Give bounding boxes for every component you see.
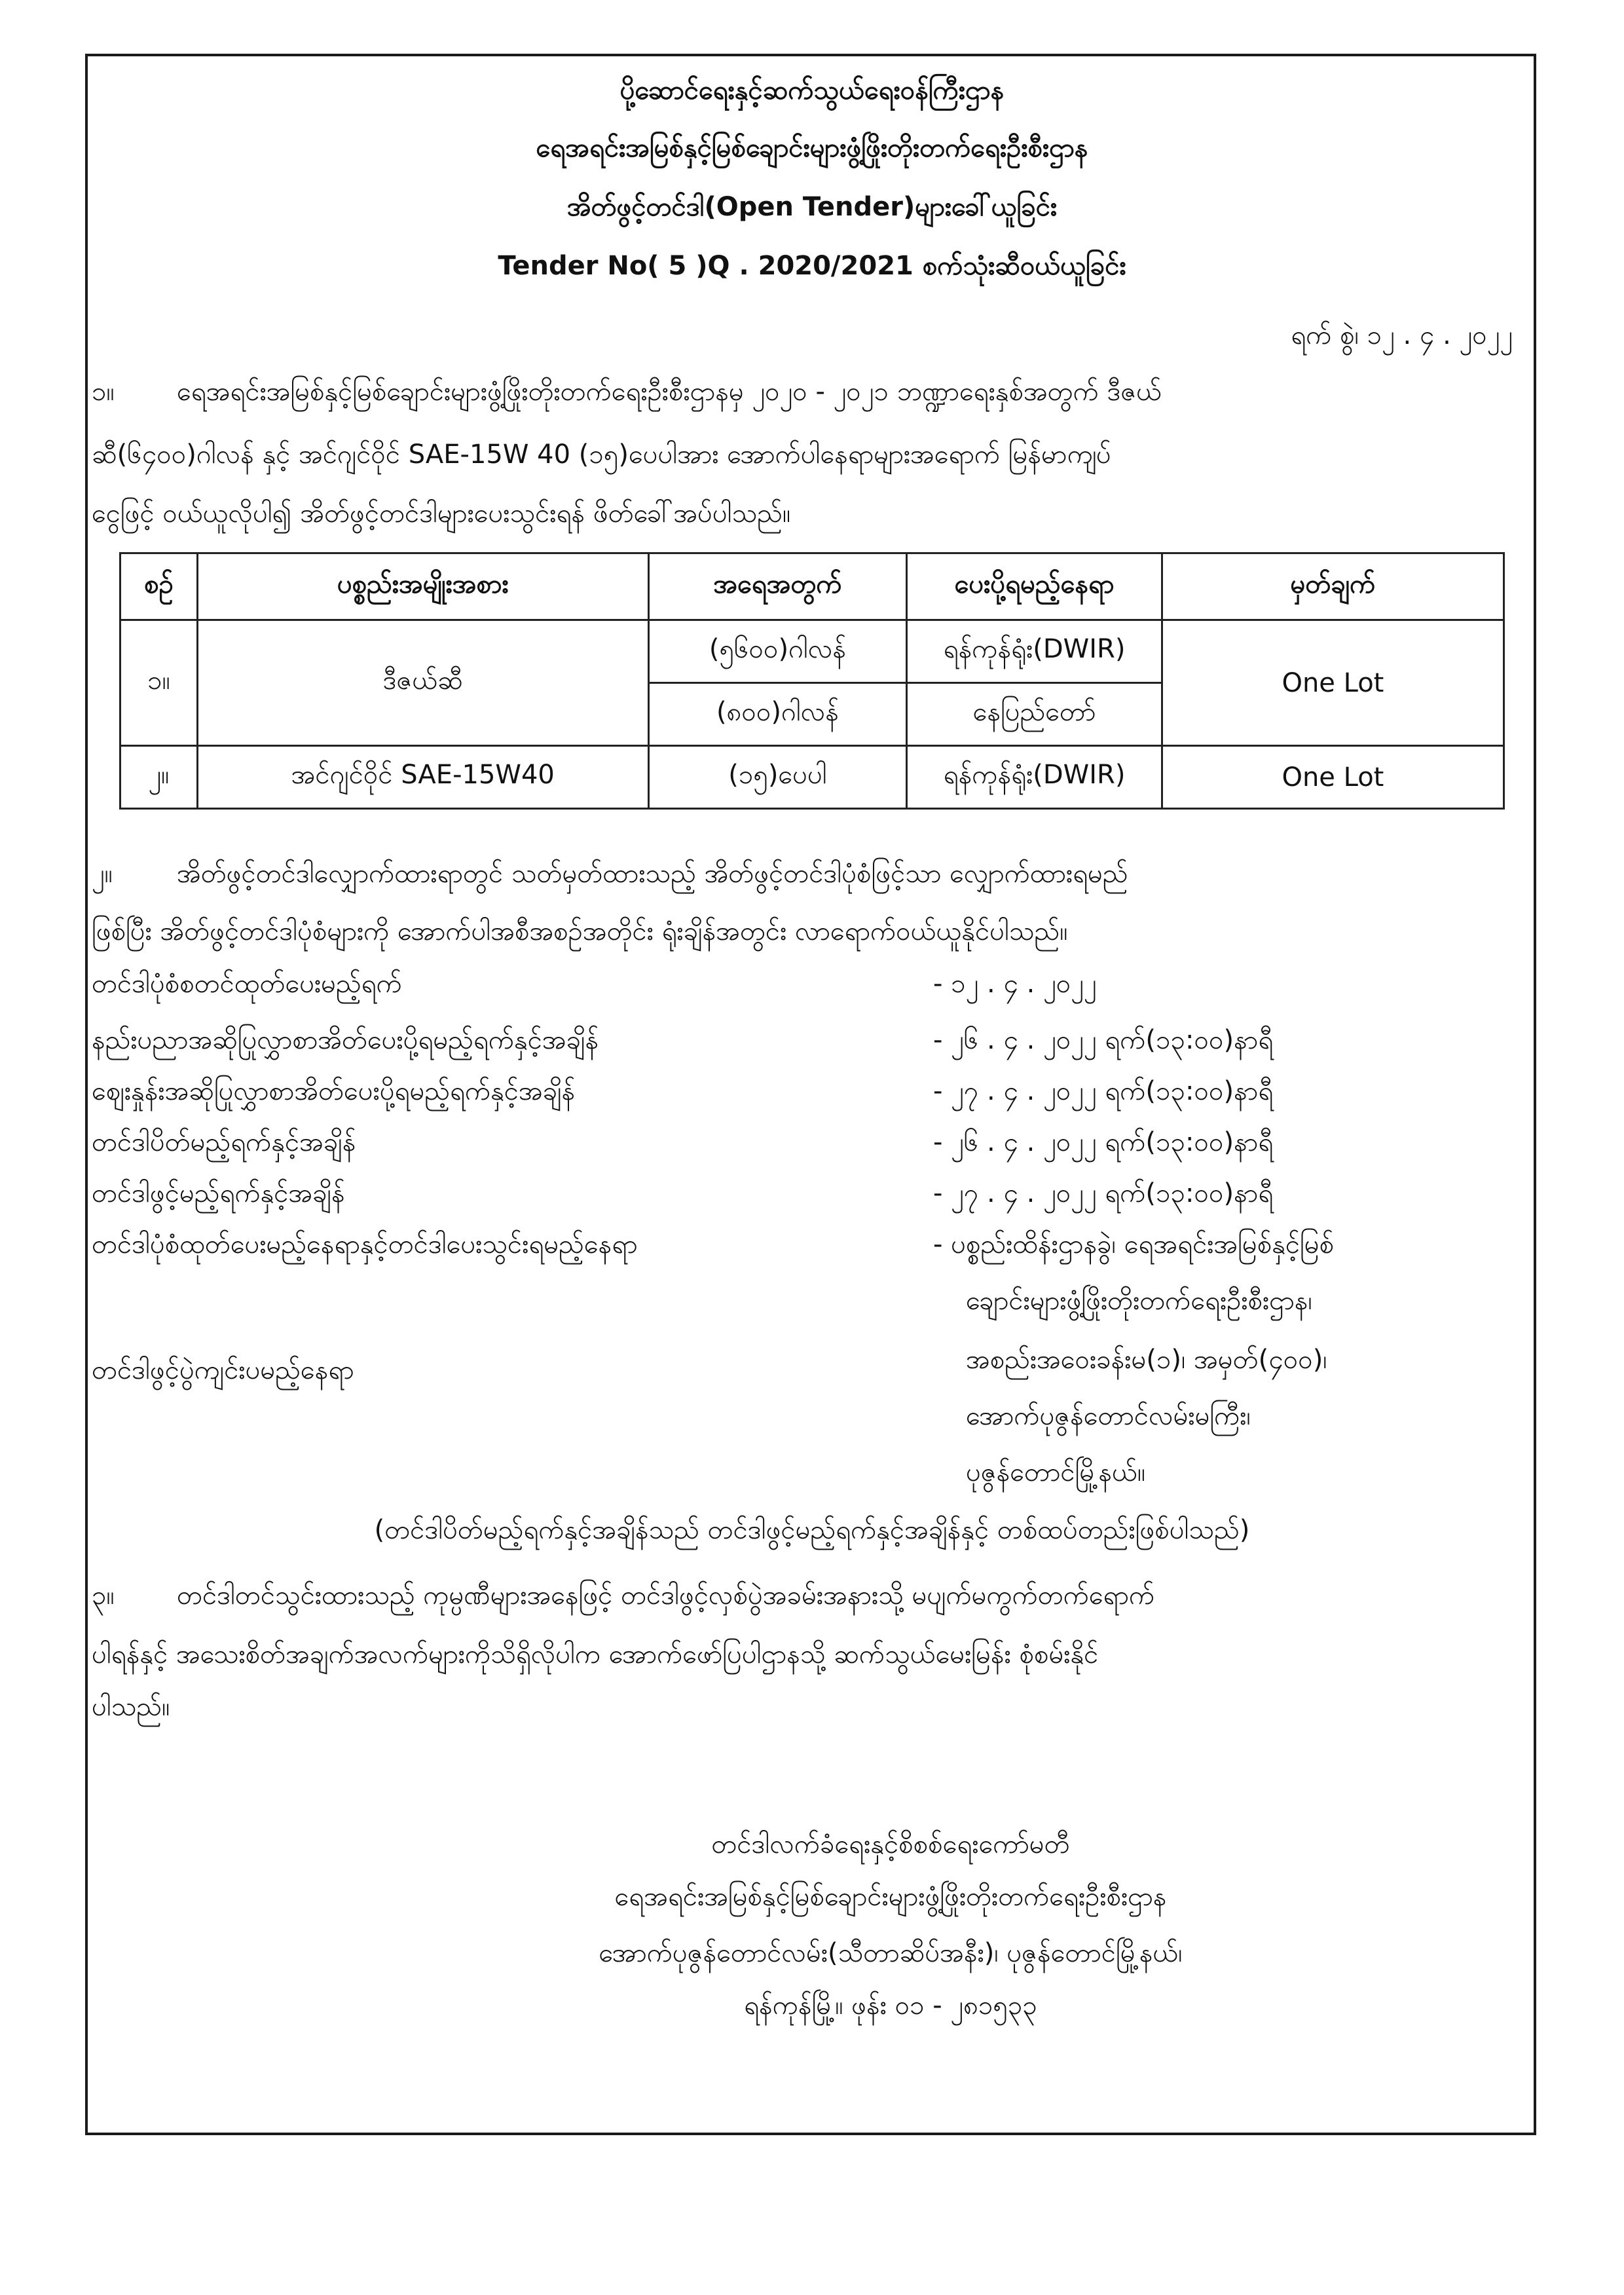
row-1-quantity-a: (၅၆၀၀)ဂါလန် bbox=[648, 620, 907, 683]
location-line-5: ပုဇွန်တောင်မြို့နယ်။ bbox=[966, 1457, 1145, 1487]
row-2-remark: One Lot bbox=[1162, 746, 1504, 809]
schedule-value: - ၂၇ . ၄ . ၂၀၂၂ ရက်(၁၃:၀၀)နာရီ bbox=[933, 1178, 1274, 1208]
schedule-label: တင်ဒါဖွင့်မည့်ရက်နှင့်အချိန် bbox=[92, 1178, 345, 1208]
header-quantity: အရေအတွက် bbox=[648, 553, 907, 620]
location-line-1: - ပစ္စည်းထိန်းဌာနခွဲ၊ ရေအရင်းအမြစ်နှင့်မြစ် bbox=[933, 1229, 1335, 1259]
paragraph-3-line-3: ပါသည်။ bbox=[92, 1692, 170, 1722]
tender-heading: အိတ်ဖွင့်တင်ဒါ(Open Tender)များခေါ်ယူခြင်း bbox=[566, 192, 1058, 222]
signature-address: အောက်ပုဇွန်တောင်လမ်း(သီတာဆိပ်အနီး)၊ ပုဇွန်တောင်မြို့နယ်၊ bbox=[599, 1938, 1183, 1968]
header-item-type: ပစ္စည်းအမျိုးအစား bbox=[197, 553, 648, 620]
paragraph-2-line-1: အိတ်ဖွင့်တင်ဒါလျှောက်ထားရာတွင် သတ်မှတ်ထားသည့် အိတ်ဖွင့်တင်ဒါပုံစံဖြင့်သာ လျှောက်ထားရမည် bbox=[177, 859, 1128, 889]
paragraph-1-number: ၁။ bbox=[92, 377, 115, 407]
row-1-quantity-b: (၈၀၀)ဂါလန် bbox=[648, 683, 907, 746]
row-1-item: ဒီဇယ်ဆီ bbox=[197, 620, 648, 746]
row-1-remark: One Lot bbox=[1162, 620, 1504, 746]
paragraph-2-line-2: ဖြစ်ပြီး အိတ်ဖွင့်တင်ဒါပုံစံများကို အောက်ပါအစီအစဉ်အတိုင်း ရုံးချိန်အတွင်း လာရောက်ဝယ်ယူနိုင်ပါသည်။ bbox=[92, 916, 1068, 946]
paragraph-1-line-1: ရေအရင်းအမြစ်နှင့်မြစ်ချောင်းများဖွံ့ဖြိုးတိုးတက်ရေးဦးစီးဌာနမှ ၂၀၂၀ - ၂၀၂၁ ဘဏ္ဍာရေးနှစ်အတွက် ဒီဇယ် bbox=[177, 377, 1162, 407]
paragraph-2-number: ၂။ bbox=[92, 859, 113, 889]
paragraph-3-line-1: တင်ဒါတင်သွင်းထားသည့် ကုမ္ပဏီများအနေဖြင့် တင်ဒါဖွင့်လှစ်ပွဲအခမ်းအနားသို့ မပျက်မကွက်တက်ရောက် bbox=[177, 1580, 1155, 1611]
paragraph-3-number: ၃။ bbox=[92, 1580, 115, 1611]
row-1-place-a: ရန်ကုန်ရုံး(DWIR) bbox=[907, 620, 1162, 683]
items-table bbox=[119, 552, 1505, 810]
schedule-value: - ၂၆ . ၄ . ၂၀၂၂ ရက်(၁၃:၀၀)နာရီ bbox=[933, 1127, 1274, 1157]
tender-number: Tender No( 5 )Q . 2020/2021 စက်သုံးဆီဝယ်ယူခြင်း bbox=[498, 251, 1126, 281]
row-1-place-b: နေပြည်တော် bbox=[907, 683, 1162, 746]
schedule-value: - ၂၇ . ၄ . ၂၀၂၂ ရက်(၁၃:၀၀)နာရီ bbox=[933, 1076, 1274, 1106]
schedule-value: - ၂၆ . ၄ . ၂၀၂၂ ရက်(၁၃:၀၀)နာရီ bbox=[933, 1025, 1274, 1055]
location-line-4: အောက်ပုဇွန်တောင်လမ်းမကြီး၊ bbox=[966, 1401, 1251, 1431]
row-2-place: ရန်ကုန်ရုံး(DWIR) bbox=[907, 746, 1162, 809]
paragraph-3-line-2: ပါရန်နှင့် အသေးစိတ်အချက်အလက်များကိုသိရှိလိုပါက အောက်ဖော်ပြပါဌာနသို့ ဆက်သွယ်မေးမြန်း စုံစမ်းနိုင် bbox=[92, 1639, 1099, 1670]
signature-committee: တင်ဒါလက်ခံရေးနှင့်စိစစ်ရေးကော်မတီ bbox=[711, 1829, 1070, 1859]
schedule-label: ဈေးနှုန်းအဆိုပြုလွှာစာအိတ်ပေးပို့ရမည့်ရက်နှင့်အချိန် bbox=[92, 1076, 576, 1106]
location-label-issue: တင်ဒါပုံစံထုတ်ပေးမည့်နေရာနှင့်တင်ဒါပေးသွင်းရမည့်နေရာ bbox=[92, 1229, 638, 1259]
location-label-opening: တင်ဒါဖွင့်ပွဲကျင်းပမည့်နေရာ bbox=[92, 1355, 354, 1385]
table-row bbox=[120, 620, 1504, 683]
note-line: (တင်ဒါပိတ်မည့်ရက်နှင့်အချိန်သည် တင်ဒါဖွင့်မည့်ရက်နှင့်အချိန်နှင့် တစ်ထပ်တည်းဖြစ်ပါသည်) bbox=[374, 1515, 1250, 1545]
paragraph-1-line-2: ဆီ(၆၄၀၀)ဂါလန် နှင့် အင်ဂျင်ဝိုင် SAE-15W 40 (၁၅)ပေပါအား အောက်ပါနေရာများအရောက် မြန်မာကျပ် bbox=[92, 439, 1111, 470]
schedule-label: နည်းပညာအဆိုပြုလွှာစာအိတ်ပေးပို့ရမည့်ရက်နှင့်အချိန် bbox=[92, 1025, 599, 1055]
paragraph-1-line-3: ငွေဖြင့် ဝယ်ယူလိုပါ၍ အိတ်ဖွင့်တင်ဒါများပေးသွင်းရန် ဖိတ်ခေါ်အပ်ပါသည်။ bbox=[92, 498, 791, 529]
schedule-label: တင်ဒါပုံစံစတင်ထုတ်ပေးမည့်ရက် bbox=[92, 969, 402, 999]
schedule-value: - ၁၂ . ၄ . ၂၀၂၂ bbox=[933, 969, 1097, 999]
document-date: ရက် စွဲ၊ ၁၂ . ၄ . ၂၀၂၂ bbox=[1291, 320, 1513, 350]
row-1-serial: ၁။ bbox=[120, 620, 198, 746]
location-line-3: အစည်းအဝေးခန်းမ(၁)၊ အမှတ်(၄၀၀)၊ bbox=[966, 1345, 1327, 1375]
signature-department: ရေအရင်းအမြစ်နှင့်မြစ်ချောင်းများဖွံ့ဖြိုးတိုးတက်ရေးဦးစီးဌာန bbox=[614, 1882, 1167, 1912]
schedule-label: တင်ဒါပိတ်မည့်ရက်နှင့်အချိန် bbox=[92, 1127, 356, 1157]
header-remark: မှတ်ချက် bbox=[1162, 553, 1504, 620]
row-2-quantity: (၁၅)ပေပါ bbox=[648, 746, 907, 809]
table-header-row bbox=[120, 553, 1504, 620]
row-2-serial: ၂။ bbox=[120, 746, 198, 809]
department-title: ရေအရင်းအမြစ်နှင့်မြစ်ချောင်းများဖွံ့ဖြိုးတိုးတက်ရေးဦးစီးဌာန bbox=[536, 133, 1088, 163]
header-serial: စဉ် bbox=[120, 553, 198, 620]
location-line-2: ချောင်းများဖွံ့ဖြိုးတိုးတက်ရေးဦးစီးဌာန၊ bbox=[966, 1286, 1312, 1316]
table-row bbox=[120, 746, 1504, 809]
header-delivery-place: ပေးပို့ရမည့်နေရာ bbox=[907, 553, 1162, 620]
ministry-title: ပို့ဆောင်ရေးနှင့်ဆက်သွယ်ရေးဝန်ကြီးဌာန bbox=[619, 75, 1005, 105]
signature-phone: ရန်ကုန်မြို့။ ဖုန်း ၀၁ - ၂၈၁၅၃၃ bbox=[744, 1990, 1037, 2021]
row-2-item: အင်ဂျင်ဝိုင် SAE-15W40 bbox=[197, 746, 648, 809]
